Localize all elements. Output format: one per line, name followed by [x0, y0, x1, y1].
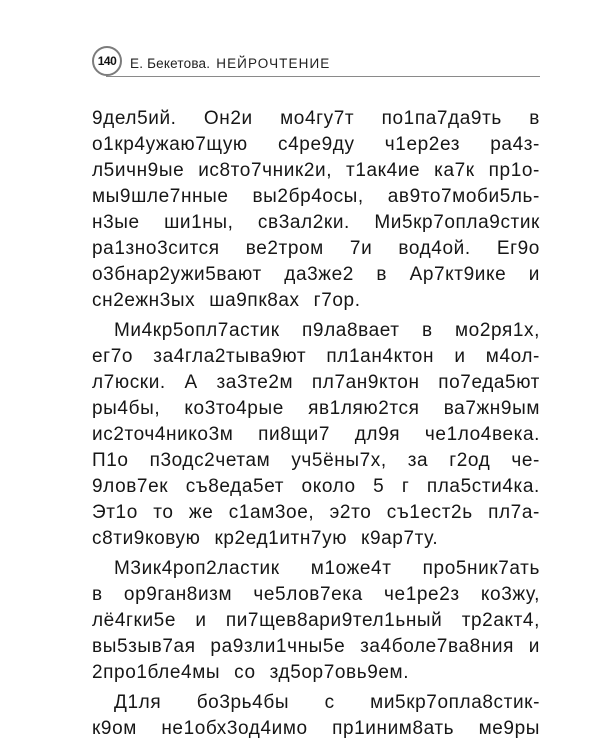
word: уч5ёны7х, [291, 450, 387, 471]
word: 5 [373, 476, 385, 497]
word: пл7а- [488, 502, 540, 523]
word: за4гла2тыва9ют [153, 346, 307, 367]
word: э2то [329, 502, 372, 523]
author-name: Е. Бекетова. [130, 56, 211, 71]
page-number: 140 [97, 54, 117, 68]
word: пл7ан9ктон [311, 372, 420, 393]
word: пр1о- [488, 160, 540, 181]
word: мо4гу7т [280, 108, 355, 129]
text-line [92, 634, 540, 660]
word: 9дел5ий. [92, 108, 177, 129]
word: с4ре9ду [278, 134, 355, 155]
word: ис8то7чник2и, [198, 160, 333, 181]
word: ра9зли1чны5е [210, 636, 346, 657]
word: в [92, 584, 103, 605]
word: ми5кр7опла8стик- [370, 692, 540, 713]
word: Ар7кт9ике [409, 264, 507, 285]
word: съ1ест2ь [386, 502, 473, 523]
word: Ег9о [496, 238, 540, 259]
word: про5ник7ать [422, 558, 540, 579]
word: г7ор. [313, 290, 361, 311]
word: 9лов7ек [92, 476, 169, 497]
text-line [92, 318, 540, 344]
word: ме9ры [478, 718, 540, 739]
paragraph [92, 690, 540, 742]
text-line [92, 448, 540, 474]
text-line [92, 158, 540, 184]
word: Он2и [203, 108, 253, 129]
text-line [92, 526, 540, 552]
word: А [184, 372, 198, 393]
word: ор9ган8изм [123, 584, 233, 605]
word: к9ар7ту. [361, 528, 439, 549]
word: не1обх3од4имо [161, 718, 308, 739]
word: п9ла8вает [302, 320, 400, 341]
word: за4боле7ва8ния [360, 636, 514, 657]
word: ко3то4рые [184, 398, 284, 419]
body-text [92, 106, 540, 742]
word: тр2акт4, [461, 610, 540, 631]
word: по7еда5ют [438, 372, 540, 393]
word: че1ре2з [384, 584, 460, 605]
word: и [528, 264, 540, 285]
word: бо3рь4бы [196, 692, 290, 713]
word: пи7щев8ари9тел1ьный [225, 610, 443, 631]
text-line [92, 582, 540, 608]
word: м1оже4т [310, 558, 392, 579]
word: св3ал2ки. [257, 212, 350, 233]
word: по1па7да9ть [381, 108, 502, 129]
page-number-badge [92, 46, 122, 76]
text-line [92, 210, 540, 236]
word: п3одс2четам [149, 450, 271, 471]
word: о3бнар2ужи5вают [92, 264, 262, 285]
word: пл1ан4ктон [326, 346, 435, 367]
word: в [529, 108, 540, 129]
word: ра1зно3сится [92, 238, 220, 259]
word: пи8щи7 [258, 424, 331, 445]
text-line [92, 556, 540, 582]
word: дл9я [354, 424, 401, 445]
word: и [195, 610, 207, 631]
text-line [92, 132, 540, 158]
word: ег7о [92, 346, 134, 367]
word: за3те2м [216, 372, 294, 393]
word: М3ик4роп2ластик [114, 558, 280, 579]
word: и [454, 346, 466, 367]
word: вы2бр4осы, [252, 186, 364, 207]
word: и [528, 636, 540, 657]
text-line [92, 690, 540, 716]
word: пр1иним8ать [332, 718, 455, 739]
paragraph [92, 106, 540, 314]
word: пла5сти4ка. [426, 476, 540, 497]
word: вы5зыв7ая [92, 636, 196, 657]
word: т1ак4ие [346, 160, 421, 181]
text-line [92, 344, 540, 370]
word: да3же2 [284, 264, 354, 285]
word: зд5ор7овь9ем. [269, 662, 410, 683]
word: 7и [349, 238, 373, 259]
word: ша9пк8ах [209, 290, 300, 311]
word: че5лов7ека [253, 584, 363, 605]
text-line [92, 716, 540, 742]
word: к9ом [92, 718, 137, 739]
paragraph [92, 318, 540, 552]
text-line [92, 660, 540, 686]
word: с [324, 692, 335, 713]
text-line [92, 236, 540, 262]
word: П1о [92, 450, 129, 471]
word: яв1ляю2тся [308, 398, 420, 419]
word: сн2ежн3ых [92, 290, 196, 311]
word: съ8еда5ет [185, 476, 285, 497]
word: ши1ны, [164, 212, 234, 233]
word: н3ые [92, 212, 140, 233]
word: Ми4кр5опл7астик [114, 320, 280, 341]
word: ры4бы, [92, 398, 161, 419]
text-line [92, 370, 540, 396]
word: с1ам3ое, [228, 502, 315, 523]
word: ра4з- [490, 134, 540, 155]
text-line [92, 500, 540, 526]
text-line [92, 474, 540, 500]
text-line [92, 262, 540, 288]
word: че1ло4века. [424, 424, 540, 445]
word: за [407, 450, 429, 471]
text-line [92, 184, 540, 210]
word: ве2тром [245, 238, 324, 259]
word: ав9то7моби5ль- [387, 186, 540, 207]
word: лё4гки5е [92, 610, 177, 631]
header-rule [106, 76, 540, 77]
word: кр2ед1итн7ую [214, 528, 348, 549]
word: вод4ой. [398, 238, 471, 259]
text-line [92, 288, 540, 314]
word: с8ти9ковую [92, 528, 201, 549]
text-line [92, 106, 540, 132]
word: че- [511, 450, 540, 471]
word: то [153, 502, 174, 523]
book-title: НЕЙРОЧТЕНИЕ [216, 56, 331, 71]
text-line [92, 422, 540, 448]
text-line [92, 608, 540, 634]
word: ва7жн9ым [443, 398, 540, 419]
word: Д1ля [114, 692, 162, 713]
word: в [421, 320, 433, 341]
word: ч1ер2ез [384, 134, 461, 155]
word: мо2ря1х, [455, 320, 540, 341]
text-line [92, 396, 540, 422]
word: л5ичн9ые [92, 160, 185, 181]
word: 2про1бле4мы [92, 662, 221, 683]
word: мы9шле7нные [92, 186, 229, 207]
word: около [301, 476, 356, 497]
word: же [188, 502, 214, 523]
paragraph [92, 556, 540, 686]
page-header [92, 42, 540, 86]
word: ка7к [434, 160, 475, 181]
word: л7юски. [92, 372, 166, 393]
word: Ми5кр7опла9стик [374, 212, 540, 233]
word: г2од [449, 450, 491, 471]
word: о1кр4ужаю7щую [92, 134, 248, 155]
running-head [130, 56, 330, 71]
word: ко3жу, [480, 584, 540, 605]
word: ис2точ4нико3м [92, 424, 234, 445]
word: со [234, 662, 256, 683]
word: Эт1о [92, 502, 138, 523]
word: г [401, 476, 410, 497]
word: в [376, 264, 388, 285]
word: м4ол- [485, 346, 540, 367]
